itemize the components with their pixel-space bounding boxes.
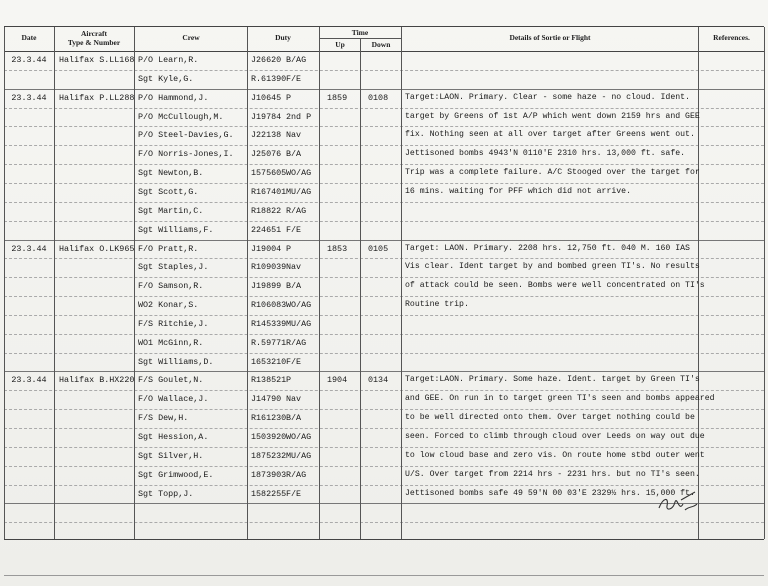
sortie-time-up: 1904 (327, 375, 348, 386)
sortie-separator (4, 371, 764, 372)
header-crew: Crew (182, 33, 200, 42)
sortie-time-down: 0108 (368, 92, 389, 103)
row-rule (4, 296, 764, 297)
header-date: Date (21, 33, 37, 42)
crew-duty: MU/AG (286, 450, 312, 461)
crew-number: J19899 (251, 281, 282, 292)
crew-name: P/O Learn,R. (138, 55, 199, 65)
crew-number: R.59771 (251, 337, 287, 348)
crew-duty: Nav (286, 262, 302, 273)
header-references: References. (713, 33, 750, 42)
header-aircraft-line1: Aircraft (80, 29, 108, 38)
crew-duty: MU/AG (286, 318, 312, 329)
row-rule (4, 183, 764, 184)
crew-number: J22138 (251, 130, 282, 141)
sortie-date: 23.3.44 (11, 375, 47, 386)
sortie-date: 23.3.44 (11, 92, 47, 103)
crew-duty: F/E (286, 356, 302, 367)
detail-line: fix. Nothing seen at all over target after Greens went out. (405, 130, 695, 140)
col-divider-date (54, 27, 55, 539)
sortie-time-down: 0105 (368, 243, 389, 254)
crew-duty: WO/AG (286, 432, 312, 442)
crew-name: F/O Wallace,J. (138, 394, 209, 405)
header-down: Down (371, 40, 391, 49)
row-rule (4, 428, 764, 429)
crew-duty: F/E (286, 224, 302, 235)
crew-name: Sgt Williams,F. (138, 224, 214, 235)
row-rule (4, 108, 764, 109)
crew-duty: Nav (286, 394, 302, 405)
row-rule (4, 221, 764, 222)
detail-line: and GEE. On run in to target green TI's seen and bombs appeared (405, 394, 715, 404)
row-rule (4, 466, 764, 467)
crew-number: J26620 (251, 55, 282, 65)
crew-number: R18822 (251, 205, 282, 216)
sortie-separator (4, 240, 764, 241)
crew-duty: R/AG (286, 337, 307, 348)
col-border-left (4, 27, 5, 539)
row-rule (4, 390, 764, 391)
crew-duty: B/A (286, 149, 302, 160)
crew-number: R161230 (251, 413, 287, 424)
col-divider-crew (247, 27, 248, 539)
sortie-aircraft: Halifax S.LL168 (59, 55, 135, 65)
detail-line: of attack could be seen. Bombs were well concentrated on TI's (405, 281, 705, 291)
detail-line: Vis clear. Ident target by and bombed green TI's. No results (405, 262, 700, 272)
crew-number: 1503920 (251, 432, 287, 442)
crew-name: WO1 McGinn,R. (138, 337, 204, 348)
crew-duty: R/AG (286, 205, 307, 216)
crew-duty: MU/AG (286, 186, 312, 197)
crew-name: F/S Goulet,N. (138, 375, 204, 386)
sortie-aircraft: Halifax P.LL288 (59, 92, 135, 103)
table-top-border (4, 26, 764, 27)
header-up: Up (335, 40, 345, 49)
crew-duty: F/E (286, 73, 302, 84)
crew-number: R145339 (251, 318, 287, 329)
crew-name: F/S Ritchie,J. (138, 318, 209, 329)
header-details: Details of Sortie or Flight (509, 33, 591, 42)
crew-number: 1582255 (251, 488, 287, 499)
sortie-time-up: 1853 (327, 243, 348, 254)
crew-duty: P (286, 243, 292, 254)
row-rule (4, 353, 764, 354)
crew-name: Sgt Silver,H. (138, 450, 204, 461)
crew-duty: P (286, 92, 292, 103)
crew-name: Sgt Williams,D. (138, 356, 214, 367)
row-rule (4, 70, 764, 71)
crew-name: F/O Norris-Jones,I. (138, 149, 234, 160)
crew-number: R109039 (251, 262, 287, 273)
sortie-date: 23.3.44 (11, 55, 47, 65)
crew-name: Sgt Hession,A. (138, 432, 209, 442)
col-divider-down (401, 27, 402, 539)
detail-line: Trip was a complete failure. A/C Stooged over the target for (405, 168, 700, 178)
crew-duty: 2nd P (286, 111, 312, 122)
col-divider-duty (319, 27, 320, 539)
row-rule (4, 126, 764, 127)
crew-duty: F/E (286, 488, 302, 499)
detail-line: seen. Forced to climb through cloud over Leeds on way out due (405, 432, 705, 441)
crew-name: Sgt Kyle,G. (138, 73, 194, 84)
row-rule (4, 409, 764, 410)
crew-number: 1875232 (251, 450, 287, 461)
header-bottom-border (4, 51, 764, 52)
sortie-aircraft: Halifax B.HX220 (59, 375, 135, 386)
crew-number: R138521 (251, 375, 287, 386)
initials-signature (655, 486, 701, 516)
crew-number: 1575605 (251, 168, 287, 179)
crew-duty: Nav (286, 130, 302, 141)
crew-name: P/O Steel-Davies,G. (138, 130, 234, 141)
row-rule (4, 258, 764, 259)
row-rule (4, 522, 764, 523)
crew-number: 1653210 (251, 356, 287, 367)
col-divider-up (360, 38, 361, 539)
sortie-date: 23.3.44 (11, 243, 47, 254)
sortie-aircraft: Halifax O.LK965 (59, 243, 135, 254)
row-rule (4, 202, 764, 203)
page-bottom-rule (4, 575, 764, 576)
col-border-right (764, 27, 765, 539)
crew-name: F/S Dew,H. (138, 413, 189, 424)
row-rule (4, 277, 764, 278)
crew-name: Sgt Topp,J. (138, 488, 194, 499)
crew-name: Sgt Martin,C. (138, 205, 204, 216)
detail-line: Target:LAON. Primary. Clear - some haze - no cloud. Ident. (405, 92, 690, 102)
row-rule (4, 334, 764, 335)
detail-line: Jettisoned bombs safe 49 59'N 00 03'E 2329½ hrs. 15,000 ft. (405, 488, 695, 498)
crew-name: P/O Hammond,J. (138, 92, 209, 103)
detail-line: Jettisoned bombs 4943'N 0110'E 2310 hrs. 13,000 ft. safe. (405, 149, 686, 159)
crew-name: Sgt Scott,G. (138, 186, 199, 197)
sortie-time-down: 0134 (368, 375, 389, 386)
col-divider-aircraft (134, 27, 135, 539)
header-aircraft-line2: Type & Number (67, 38, 121, 47)
crew-name: Sgt Staples,J. (138, 262, 209, 273)
crew-name: F/O Pratt,R. (138, 243, 199, 254)
crew-duty: WO/AG (286, 300, 312, 311)
table-bottom-border (4, 539, 764, 540)
crew-number: R167401 (251, 186, 287, 197)
crew-number: J19784 (251, 111, 282, 122)
detail-line: Routine trip. (405, 300, 469, 310)
crew-number: J14790 (251, 394, 282, 405)
crew-number: 224651 (251, 224, 282, 235)
sortie-separator (4, 89, 764, 90)
crew-duty: B/AG (286, 55, 307, 65)
header-time: Time (351, 28, 369, 37)
crew-number: J19004 (251, 243, 282, 254)
crew-number: R.61390 (251, 73, 287, 84)
row-rule (4, 145, 764, 146)
detail-line: Target:LAON. Primary. Some haze. Ident. target by Green TI's (405, 375, 700, 385)
crew-name: F/O Samson,R. (138, 281, 204, 292)
row-rule (4, 315, 764, 316)
crew-number: 1873903 (251, 469, 287, 480)
detail-line: target by Greens of 1st A/P which went down 2159 hrs and GEE (405, 111, 700, 121)
crew-duty: P (286, 375, 292, 386)
crew-duty: R/AG (286, 469, 307, 480)
detail-line: U/S. Over target from 2214 hrs - 2231 hrs. but no TI's seen. (405, 469, 700, 479)
crew-number: R106083 (251, 300, 287, 311)
detail-line: Target: LAON. Primary. 2208 hrs. 12,750 ft. 040 M. 160 IAS (405, 243, 690, 253)
crew-number: J10645 (251, 92, 282, 103)
row-rule (4, 485, 764, 486)
row-rule (4, 164, 764, 165)
crew-name: Sgt Newton,B. (138, 168, 204, 179)
detail-line: to low cloud base and zero vis. On route home stbd outer went (405, 450, 705, 460)
header-aircraft (55, 29, 133, 47)
detail-line: 16 mins. waiting for PFF which did not arrive. (405, 186, 632, 196)
crew-duty: WO/AG (286, 168, 312, 179)
crew-duty: B/A (286, 413, 302, 424)
row-rule (4, 447, 764, 448)
sortie-separator (4, 503, 764, 504)
crew-number: J25076 (251, 149, 282, 160)
sortie-time-up: 1859 (327, 92, 348, 103)
crew-name: Sgt Grimwood,E. (138, 469, 214, 480)
header-duty: Duty (275, 33, 291, 42)
crew-name: P/O McCullough,M. (138, 111, 224, 122)
crew-duty: B/A (286, 281, 302, 292)
detail-line: to be well directed onto them. Over target nothing could be (405, 413, 695, 423)
crew-name: WO2 Konar,S. (138, 300, 199, 311)
